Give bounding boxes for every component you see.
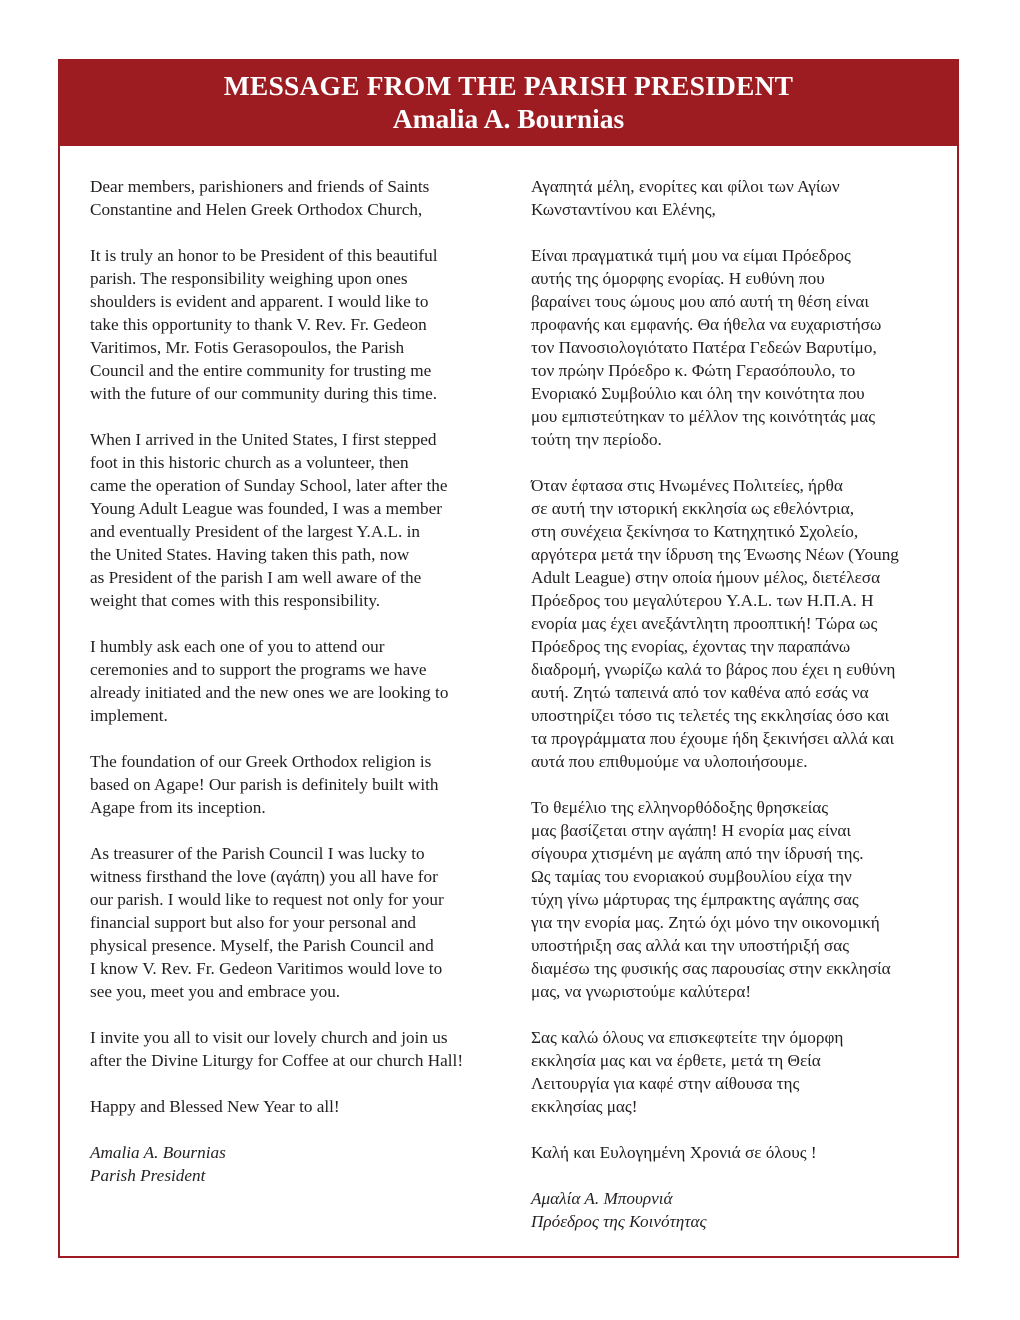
text-line: Όταν έφτασα στις Ηνωμένες Πολιτείες, ήρθα: [531, 476, 843, 495]
text-line: The foundation of our Greek Orthodox religion is: [90, 752, 432, 771]
english-paragraph-2: [90, 428, 500, 612]
signature-name: Αμαλία Α. Μπουρνιά: [531, 1189, 673, 1208]
text-line: αργότερα μετά την ίδρυση της Ένωσης Νέων (Young: [531, 545, 899, 564]
text-line: foot in this historic church as a volunteer, then: [90, 453, 409, 472]
text-line: I know V. Rev. Fr. Gedeon Varitimos would love to: [90, 959, 443, 978]
text-line: διαδρομή, γνωρίζω καλά το βάρος που έχει η ευθύνη: [531, 660, 896, 679]
text-line: τούτη την περίοδο.: [531, 430, 662, 449]
text-line: When I arrived in the United States, I first stepped: [90, 430, 437, 449]
greek-paragraph-1: [531, 244, 941, 451]
greek-paragraph-3: [531, 796, 941, 1003]
text-line: στη συνέχεια ξεκίνησα το Κατηχητικό Σχολείο,: [531, 522, 859, 541]
text-line: Λειτουργία για καφέ στην αίθουσα της: [531, 1074, 800, 1093]
english-paragraph-5: [90, 842, 500, 1003]
text-line: I humbly ask each one of you to attend our: [90, 637, 385, 656]
text-line: διαμέσω της φυσικής σας παρουσίας στην εκκλησία: [531, 959, 891, 978]
text-line: για την ενορία μας. Ζητώ όχι μόνο την οικονομική: [531, 913, 880, 932]
text-line: weight that comes with this responsibility.: [90, 591, 381, 610]
english-column: [90, 175, 500, 1210]
text-line: It is truly an honor to be President of this beautiful: [90, 246, 438, 265]
text-line: Adult League) στην οποία ήμουν μέλος, διετέλεσα: [531, 568, 881, 587]
text-line: μας, να γνωριστούμε καλύτερα!: [531, 982, 752, 1001]
text-line: I invite you all to visit our lovely church and join us: [90, 1028, 448, 1047]
text-line: Σας καλώ όλους να επισκεφτείτε την όμορφη: [531, 1028, 844, 1047]
text-line: Κωνσταντίνου και Ελένης,: [531, 200, 716, 219]
text-line: Dear members, parishioners and friends of Saints: [90, 177, 430, 196]
text-line: financial support but also for your personal and: [90, 913, 417, 932]
text-line: σε αυτή την ιστορική εκκλησία ως εθελόντρια,: [531, 499, 855, 518]
english-paragraph-6: [90, 1026, 500, 1072]
text-line: Καλή και Ευλογημένη Χρονιά σε όλους !: [531, 1143, 817, 1162]
text-line: Είναι πραγματικά τιμή μου να είμαι Πρόεδρος: [531, 246, 851, 265]
text-line: σίγουρα χτισμένη με αγάπη από την ίδρυσή της.: [531, 844, 864, 863]
text-line: αυτή. Ζητώ ταπεινά από τον καθένα από εσάς να: [531, 683, 869, 702]
english-paragraph-1: [90, 244, 500, 405]
text-line: Ως ταμίας του ενοριακού συμβουλίου είχα την: [531, 867, 852, 886]
text-line: αυτά που επιθυμούμε να υλοποιήσουμε.: [531, 752, 808, 771]
text-line: the United States. Having taken this path, now: [90, 545, 410, 564]
english-paragraph-4: [90, 750, 500, 819]
greek-column: [531, 175, 941, 1256]
author-name: Amalia A. Bournias: [392, 103, 625, 134]
greek-greeting: [531, 175, 941, 221]
text-line: and eventually President of the largest Y.A.L. in: [90, 522, 420, 541]
text-line: Council and the entire community for trusting me: [90, 361, 432, 380]
text-line: υποστηρίζει τόσο τις τελετές της εκκλησίας όσο και: [531, 706, 890, 725]
text-line: based on Agape! Our parish is definitely built with: [90, 775, 439, 794]
text-line: Varitimos, Mr. Fotis Gerasopoulos, the Parish: [90, 338, 405, 357]
english-paragraph-3: [90, 635, 500, 727]
text-line: witness firsthand the love (αγάπη) you all have for: [90, 867, 438, 886]
text-line: τον πρώην Πρόεδρο κ. Φώτη Γερασόπουλο, το: [531, 361, 856, 380]
text-line: Happy and Blessed New Year to all!: [90, 1097, 340, 1116]
text-line: ceremonies and to support the programs we have: [90, 660, 427, 679]
text-line: after the Divine Liturgy for Coffee at our church Hall!: [90, 1051, 464, 1070]
greek-signature: [531, 1187, 941, 1233]
text-line: Ενοριακό Συμβούλιο και όλη την κοινότητα που: [531, 384, 865, 403]
text-line: προφανής και εμφανής. Θα ήθελα να ευχαριστήσω: [531, 315, 882, 334]
text-line: Agape from its inception.: [90, 798, 266, 817]
signature-title: Πρόεδρος της Κοινότητας: [531, 1212, 707, 1231]
text-line: Πρόεδρος της ενορίας, έχοντας την παραπάνω: [531, 637, 851, 656]
text-line: Το θεμέλιο της ελληνορθόδοξης θρησκείας: [531, 798, 829, 817]
text-line: our parish. I would like to request not only for your: [90, 890, 444, 909]
text-line: βαραίνει τους ώμους μου από αυτή τη θέση είναι: [531, 292, 870, 311]
text-line: τον Πανοσιολογιότατο Πατέρα Γεδεών Βαρυτίμο,: [531, 338, 877, 357]
greek-paragraph-5: [531, 1141, 941, 1164]
text-line: εκκλησίας μας!: [531, 1097, 638, 1116]
page-title: MESSAGE FROM THE PARISH PRESIDENT: [223, 70, 794, 101]
text-line: came the operation of Sunday School, later after the: [90, 476, 448, 495]
text-line: shoulders is evident and apparent. I would like to: [90, 292, 429, 311]
text-line: Πρόεδρος του μεγαλύτερου Y.A.L. των Η.Π.Α. Η: [531, 591, 874, 610]
text-line: as President of the parish I am well aware of the: [90, 568, 422, 587]
text-line: Young Adult League was founded, I was a member: [90, 499, 442, 518]
text-line: As treasurer of the Parish Council I was lucky to: [90, 844, 425, 863]
text-line: Constantine and Helen Greek Orthodox Church,: [90, 200, 423, 219]
text-line: υποστήριξη σας αλλά και την υποστήριξή σας: [531, 936, 850, 955]
text-line: take this opportunity to thank V. Rev. Fr. Gedeon: [90, 315, 427, 334]
english-greeting: [90, 175, 500, 221]
text-line: αυτής της όμορφης ενορίας. Η ευθύνη που: [531, 269, 825, 288]
text-line: already initiated and the new ones we are looking to: [90, 683, 449, 702]
text-line: εκκλησία μας και να έρθετε, μετά τη Θεία: [531, 1051, 821, 1070]
text-line: ενορία μας έχει ανεξάντλητη προοπτική! Τώρα ως: [531, 614, 878, 633]
text-line: see you, meet you and embrace you.: [90, 982, 341, 1001]
text-line: implement.: [90, 706, 168, 725]
text-line: parish. The responsibility weighing upon ones: [90, 269, 408, 288]
text-line: Αγαπητά μέλη, ενορίτες και φίλοι των Αγίων: [531, 177, 840, 196]
text-line: μου εμπιστεύτηκαν το μέλλον της κοινότητάς μας: [531, 407, 876, 426]
text-line: with the future of our community during this time.: [90, 384, 438, 403]
text-line: τύχη γίνω μάρτυρας της έμπρακτης αγάπης σας: [531, 890, 859, 909]
greek-paragraph-4: [531, 1026, 941, 1118]
signature-name: Amalia A. Bournias: [90, 1143, 226, 1162]
text-line: physical presence. Myself, the Parish Council and: [90, 936, 434, 955]
header-banner: [60, 61, 957, 146]
text-line: τα προγράμματα που έχουμε ήδη ξεκινήσει αλλά και: [531, 729, 895, 748]
signature-title: Parish President: [90, 1166, 206, 1185]
english-paragraph-7: [90, 1095, 500, 1118]
text-line: μας βασίζεται στην αγάπη! Η ενορία μας είναι: [531, 821, 852, 840]
greek-paragraph-2: [531, 474, 941, 773]
english-signature: [90, 1141, 500, 1187]
